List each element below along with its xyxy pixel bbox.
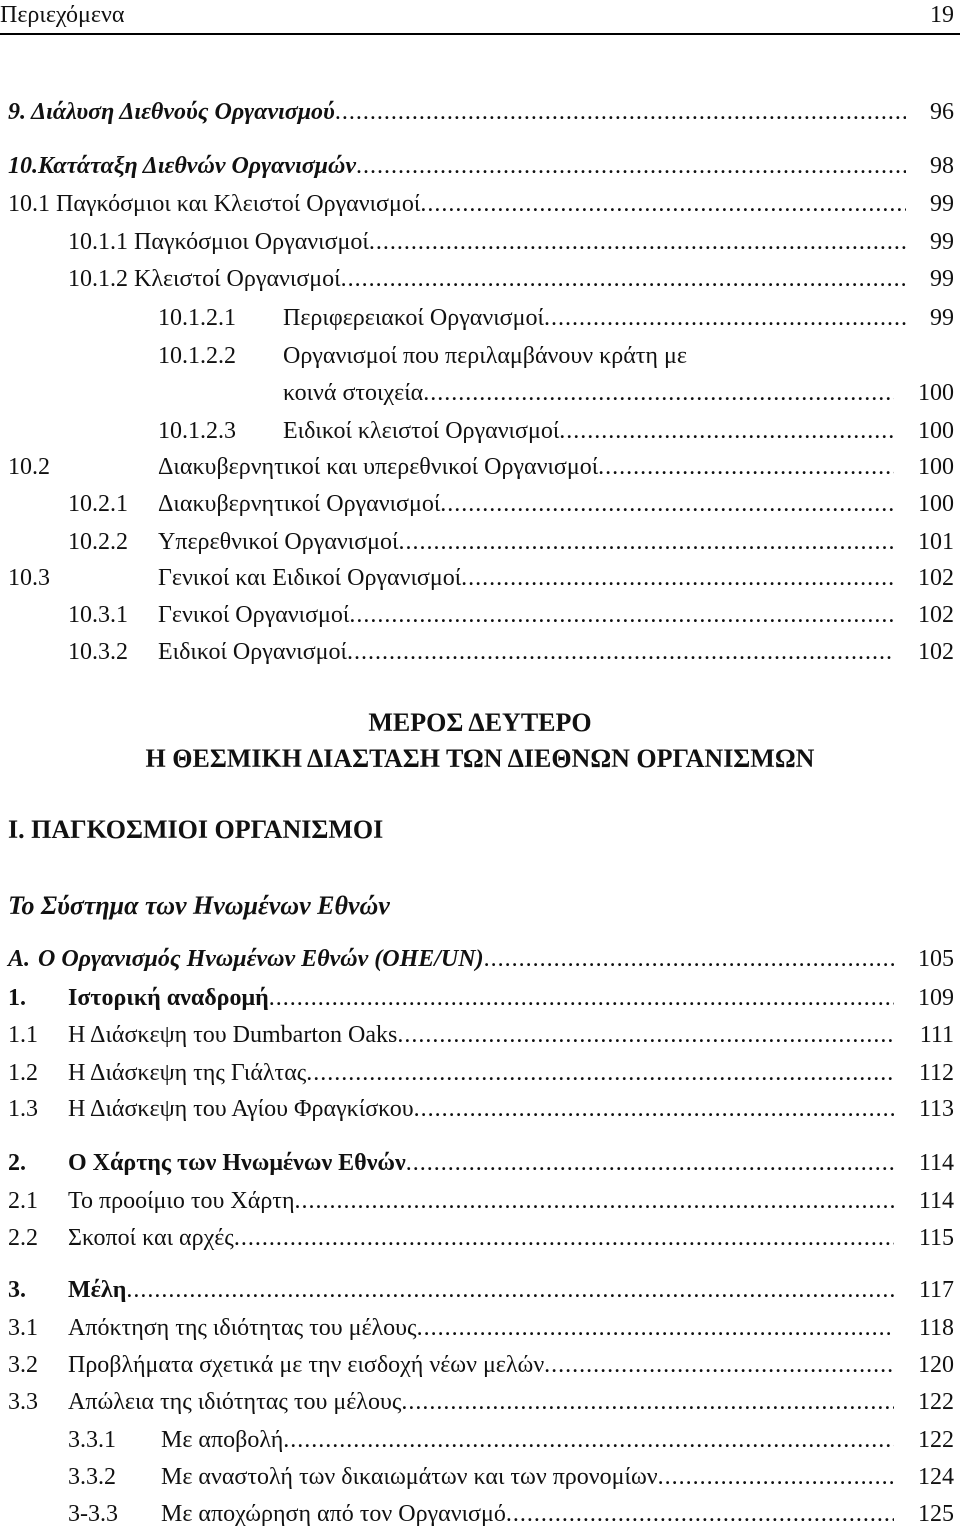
toc-entry[interactable] — [0, 527, 960, 557]
toc-entry-page: 122 — [918, 1389, 954, 1415]
toc-entry-text: 10.Κατάταξη Διεθνών Οργανισμών — [8, 153, 357, 179]
toc-entry-text: Ειδικοί κλειστοί Οργανισμοί — [283, 418, 560, 444]
toc-entry[interactable] — [0, 944, 960, 974]
toc-entry-number: 2.2 — [8, 1225, 38, 1251]
toc-entry-number: 10.1.2.1 — [158, 305, 236, 331]
toc-entry-text: Η Διάσκεψη του Dumbarton Oaks — [68, 1022, 398, 1048]
toc-entry-text: Σκοποί και αρχές — [68, 1225, 234, 1251]
toc-entry-page: 102 — [918, 639, 954, 665]
toc-entry[interactable] — [0, 1094, 960, 1124]
toc-entry-page: 99 — [930, 266, 954, 292]
toc-entry-page: 117 — [918, 1277, 954, 1303]
toc-entry-number: 10.3.2 — [68, 639, 128, 665]
toc-entry[interactable] — [0, 563, 960, 593]
toc-entry-number: 1.2 — [8, 1060, 38, 1086]
toc-entry-text: Απόκτηση της ιδιότητας του μέλους — [68, 1315, 417, 1341]
toc-entry[interactable] — [0, 1462, 960, 1492]
toc-entry-text: Ο Χάρτης των Ηνωμένων Εθνών — [68, 1150, 406, 1176]
toc-entry-page: 122 — [918, 1427, 954, 1453]
toc-entry-text: Υπερεθνικοί Οργανισμοί — [158, 529, 399, 555]
toc-entry-number: 1. — [8, 985, 26, 1011]
toc-entry-text: Γενικοί και Ειδικοί Οργανισμοί — [158, 565, 462, 591]
toc-entry-page: 100 — [918, 454, 954, 480]
toc-entry-text: Απώλεια της ιδιότητας του μέλους — [68, 1389, 402, 1415]
toc-entry-number: 3.1 — [8, 1315, 38, 1341]
toc-entry-text: Οργανισμοί που περιλαμβάνουν κράτη με — [283, 343, 687, 369]
part-title: ΜΕΡΟΣ ΔΕΥΤΕΡΟ — [368, 708, 592, 737]
toc-entry-number: 2. — [8, 1150, 26, 1176]
toc-entry-text: Ιστορική αναδρομή — [68, 985, 269, 1011]
header-title: Περιεχόμενα — [0, 2, 125, 28]
toc-entry[interactable] — [0, 1223, 960, 1253]
toc-entry[interactable] — [0, 151, 960, 181]
toc-entry-number: 10.1.2.3 — [158, 418, 236, 444]
toc-entry[interactable] — [0, 378, 960, 408]
toc-entry-text: Με αναστολή των δικαιωμάτων και των προνομίων — [161, 1464, 658, 1490]
toc-entry-text: Ειδικοί Οργανισμοί — [158, 639, 347, 665]
toc-entry[interactable] — [0, 1275, 960, 1305]
toc-entry[interactable] — [0, 1499, 960, 1529]
toc-entry-text: 10.1 Παγκόσμιοι και Κλειστοί Οργανισμοί — [8, 191, 421, 217]
toc-entry-page: 114 — [918, 1188, 954, 1214]
part-subtitle: Η ΘΕΣΜΙΚΗ ΔΙΑΣΤΑΣΗ ΤΩΝ ΔΙΕΘΝΩΝ ΟΡΓΑΝΙΣΜΩΝ — [145, 744, 815, 773]
page-number: 19 — [930, 2, 954, 28]
toc-entry-text: Μέλη — [68, 1277, 127, 1303]
toc-entry[interactable] — [0, 983, 960, 1013]
toc-entry-page: 100 — [918, 418, 954, 444]
toc-entry-text: Ο Οργανισμός Ηνωμένων Εθνών (ΟΗΕ/UN) — [38, 946, 484, 972]
toc-entry[interactable] — [0, 600, 960, 630]
toc-entry[interactable] — [0, 1020, 960, 1050]
toc-entry[interactable] — [0, 416, 960, 446]
toc-entry-text: 9. Διάλυση Διεθνούς Οργανισμού — [8, 99, 335, 125]
toc-entry-page: 101 — [918, 529, 954, 555]
toc-entry[interactable] — [0, 1387, 960, 1417]
toc-entry-page: 115 — [918, 1225, 954, 1251]
toc-entry-text: κοινά στοιχεία — [283, 380, 424, 406]
toc-entry-number: 10.2 — [8, 454, 50, 480]
toc-entry-page: 102 — [918, 565, 954, 591]
toc-entry-number: 10.2.2 — [68, 529, 128, 555]
toc-entry-number: 3.3.2 — [68, 1464, 116, 1490]
toc-entry[interactable] — [0, 97, 960, 127]
toc-entry-text: Η Διάσκεψη της Γιάλτας — [68, 1060, 307, 1086]
page-header — [0, 0, 960, 34]
toc-entry-number: 3.3.1 — [68, 1427, 116, 1453]
header-rule — [0, 33, 960, 35]
section-subtitle: Το Σύστημα των Ηνωμένων Εθνών — [8, 891, 390, 920]
toc-entry[interactable] — [0, 489, 960, 519]
toc-entry-page: 120 — [918, 1352, 954, 1378]
toc-entry-number: 10.3 — [8, 565, 50, 591]
toc-entry-text: Προβλήματα σχετικά με την εισδοχή νέων μελών — [68, 1352, 545, 1378]
toc-entry-page: 102 — [918, 602, 954, 628]
toc-entry-page: 99 — [930, 229, 954, 255]
toc-entry-number: 1.3 — [8, 1096, 38, 1122]
toc-entry-page: 111 — [919, 1022, 954, 1048]
toc-entry-page: 114 — [918, 1150, 954, 1176]
toc-entry[interactable] — [0, 341, 960, 371]
toc-entry-page: 98 — [930, 153, 954, 179]
toc-entry-number: 10.1.2.2 — [158, 343, 236, 369]
toc-entry[interactable] — [0, 1313, 960, 1343]
toc-entry-page: 96 — [930, 99, 954, 125]
section-title: Ι. ΠΑΓΚΟΣΜΙΟΙ ΟΡΓΑΝΙΣΜΟΙ — [8, 815, 384, 844]
toc-entry-number: 3. — [8, 1277, 26, 1303]
toc-entry[interactable] — [0, 1350, 960, 1380]
toc-entry-number: 10.2.1 — [68, 491, 128, 517]
toc-entry-text: Διακυβερνητικοί και υπερεθνικοί Οργανισμοί — [158, 454, 599, 480]
toc-entry-page: 99 — [930, 191, 954, 217]
toc-entry-text: Η Διάσκεψη του Αγίου Φραγκίσκου — [68, 1096, 414, 1122]
toc-entry-page: 112 — [918, 1060, 954, 1086]
toc-entry-number: Α. — [8, 946, 31, 972]
toc-entry-page: 100 — [918, 380, 954, 406]
toc-entry-number: 3-3.3 — [68, 1501, 118, 1527]
toc-entry-number: 3.3 — [8, 1389, 38, 1415]
toc-entry-page: 125 — [918, 1501, 954, 1527]
toc-entry[interactable] — [0, 1058, 960, 1088]
toc-entry[interactable] — [0, 452, 960, 482]
toc-entry-text: 10.1.1 Παγκόσμιοι Οργανισμοί — [68, 229, 369, 255]
toc-entry-text: Με αποβολή — [161, 1427, 284, 1453]
toc-entry[interactable] — [0, 303, 960, 333]
toc-entry-number: 3.2 — [8, 1352, 38, 1378]
toc-entry-number: 10.3.1 — [68, 602, 128, 628]
toc-entry[interactable] — [0, 264, 960, 294]
toc-entry[interactable] — [0, 189, 960, 219]
toc-entry-page: 124 — [918, 1464, 954, 1490]
toc-entry-text: Διακυβερνητικοί Οργανισμοί — [158, 491, 441, 517]
toc-entry[interactable] — [0, 227, 960, 257]
toc-entry-text: Το προοίμιο του Χάρτη — [68, 1188, 295, 1214]
toc-entry[interactable] — [0, 1186, 960, 1216]
toc-entry-page: 109 — [918, 985, 954, 1011]
toc-entry-page: 99 — [930, 305, 954, 331]
toc-entry[interactable] — [0, 1148, 960, 1178]
toc-entry-page: 105 — [918, 946, 954, 972]
toc-entry-page: 118 — [918, 1315, 954, 1341]
toc-entry-text: Γενικοί Οργανισμοί — [158, 602, 350, 628]
toc-entry-page: 113 — [918, 1096, 954, 1122]
toc-entry[interactable] — [0, 1425, 960, 1455]
toc-entry[interactable] — [0, 637, 960, 667]
toc-entry-text: Με αποχώρηση από τον Οργανισμό — [161, 1501, 506, 1527]
toc-entry-number: 1.1 — [8, 1022, 38, 1048]
toc-entry-number: 2.1 — [8, 1188, 38, 1214]
toc-entry-text: Περιφερειακοί Οργανισμοί — [283, 305, 544, 331]
toc-entry-text: 10.1.2 Κλειστοί Οργανισμοί — [68, 266, 341, 292]
toc-entry-page: 100 — [918, 491, 954, 517]
